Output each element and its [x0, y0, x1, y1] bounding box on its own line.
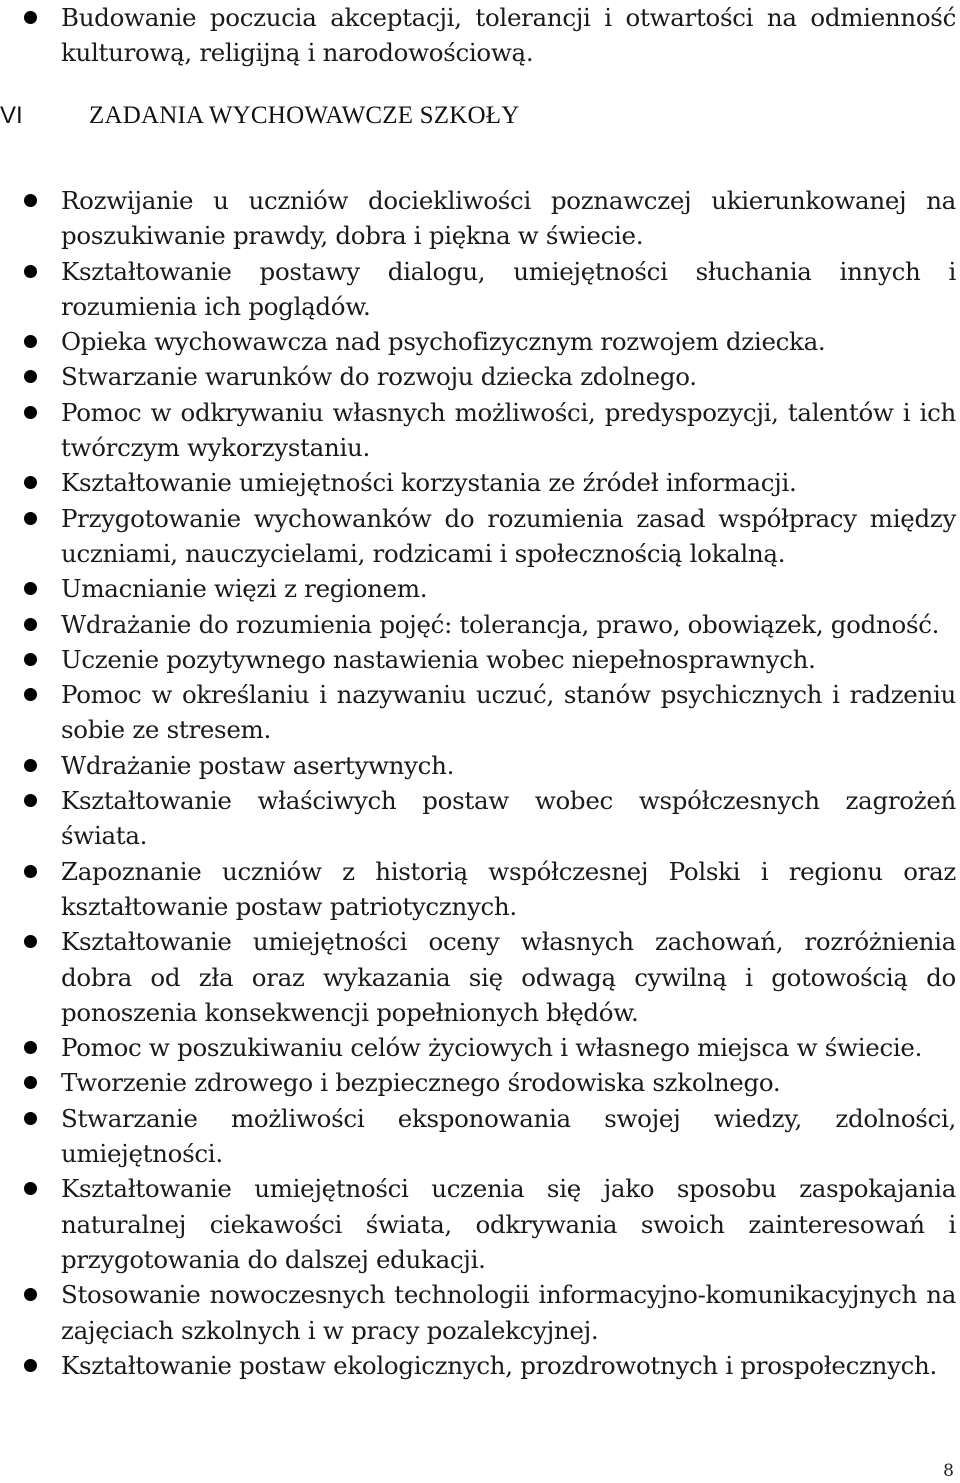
list-item-text: Pomoc w określaniu i nazywaniu uczuć, stanów psychicznych i radzeniu sobie ze stresem. — [61, 680, 956, 745]
bullet-icon — [24, 194, 37, 207]
bullet-icon — [24, 759, 37, 772]
bullet-icon — [24, 865, 37, 878]
list-item — [24, 324, 956, 359]
bullet-icon — [24, 794, 37, 807]
intro-list — [24, 0, 956, 71]
section-heading — [0, 98, 960, 134]
list-item-text: Stwarzanie możliwości eksponowania swojej wiedzy, zdolności, umiejętności. — [61, 1103, 956, 1169]
list-item-text: Opieka wychowawcza nad psychofizycznym rozwojem dziecka. — [61, 327, 826, 357]
bullet-icon — [24, 476, 37, 489]
bullet-icon — [24, 11, 37, 24]
bullet-icon — [24, 618, 37, 631]
bullet-icon — [24, 1288, 37, 1301]
bullet-icon — [24, 1041, 37, 1054]
bullet-icon — [24, 688, 37, 701]
list-item — [24, 1065, 956, 1100]
list-item — [24, 924, 956, 1030]
list-item — [24, 395, 956, 466]
list-item-text: Uczenie pozytywnego nastawienia wobec niepełnosprawnych. — [61, 644, 816, 674]
list-item-text: Kształtowanie postawy dialogu, umiejętności słuchania innych i rozumienia ich poglądów. — [61, 256, 956, 321]
list-item — [24, 1171, 956, 1277]
bullet-icon — [24, 406, 37, 419]
list-item — [24, 465, 956, 500]
bullet-icon — [24, 1076, 37, 1089]
list-item — [24, 0, 956, 71]
list-item-text: Zapoznanie uczniów z historią współczesnej Polski i regionu oraz kształtowanie postaw patriotycznych. — [61, 856, 956, 921]
list-item-text: Wdrażanie do rozumienia pojęć: tolerancja, prawo, obowiązek, godność. — [61, 609, 940, 639]
list-item-text: Kształtowanie właściwych postaw wobec współczesnych zagrożeń świata. — [61, 786, 956, 851]
bullet-icon — [24, 935, 37, 948]
bullet-icon — [24, 582, 37, 595]
list-item-text: Rozwijanie u uczniów dociekliwości poznawczej ukierunkowanej na poszukiwanie prawdy, dobra i piękna w świecie. — [61, 186, 956, 251]
list-item-text: Pomoc w odkrywaniu własnych możliwości, predyspozycji, talentów i ich twórczym wykorzystaniu. — [61, 397, 956, 463]
tasks-list — [24, 183, 956, 1383]
list-item — [24, 607, 956, 642]
list-item — [24, 501, 956, 572]
list-item-text: Tworzenie zdrowego i bezpiecznego środowiska szkolnego. — [61, 1068, 781, 1098]
list-item — [24, 1277, 956, 1348]
list-item — [24, 748, 956, 783]
list-item — [24, 1030, 956, 1065]
list-item-text: Stwarzanie warunków do rozwoju dziecka zdolnego. — [61, 362, 697, 392]
list-item — [24, 571, 956, 606]
bullet-icon — [24, 335, 37, 348]
bullet-icon — [24, 653, 37, 666]
list-item-text: Kształtowanie umiejętności korzystania ze źródeł informacji. — [61, 468, 797, 498]
list-item — [24, 783, 956, 854]
bullet-icon — [24, 512, 37, 525]
list-item — [24, 1348, 956, 1383]
bullet-icon — [24, 1112, 37, 1125]
list-item — [24, 1101, 956, 1172]
list-item-text: Kształtowanie postaw ekologicznych, prozdrowotnych i prospołecznych. — [61, 1350, 938, 1380]
list-item-text: Stosowanie nowoczesnych technologii informacyjno-komunikacyjnych na zajęciach szkolnych i w pracy pozalekcyjnej. — [61, 1280, 956, 1345]
list-item — [24, 854, 956, 925]
page-number: 8 — [943, 1461, 954, 1481]
list-item-text: Kształtowanie umiejętności oceny własnych zachowań, rozróżnienia dobra od zła oraz wykazania się odwagą cywilną i gotowością do ponoszenia konsekwencji popełnionych błędów. — [61, 927, 956, 1027]
list-item-text: Kształtowanie umiejętności uczenia się jako sposobu zaspokajania naturalnej ciekawości świata, odkrywania swoich zainteresowań i przygotowania do dalszej edukacji. — [61, 1174, 956, 1274]
list-item — [24, 183, 956, 254]
bullet-icon — [24, 265, 37, 278]
list-item — [24, 642, 956, 677]
bullet-icon — [24, 1359, 37, 1372]
list-item-text: Umacnianie więzi z regionem. — [61, 574, 428, 604]
list-item-text: Pomoc w poszukiwaniu celów życiowych i własnego miejsca w świecie. — [61, 1033, 923, 1063]
list-item — [24, 677, 956, 748]
list-item-text: Budowanie poczucia akceptacji, tolerancji i otwartości na odmienność kulturową, religijną i narodowościową. — [61, 3, 956, 68]
list-item — [24, 359, 956, 394]
bullet-icon — [24, 370, 37, 383]
section-number: VI — [0, 102, 23, 129]
section-title: ZADANIA WYCHOWAWCZE SZKOŁY — [89, 102, 520, 129]
bullet-icon — [24, 1182, 37, 1195]
list-item-text: Wdrażanie postaw asertywnych. — [61, 750, 455, 780]
list-item — [24, 254, 956, 325]
list-item-text: Przygotowanie wychowanków do rozumienia zasad współpracy między uczniami, nauczycielami, rodzicami i społecznością lokalną. — [61, 503, 956, 568]
